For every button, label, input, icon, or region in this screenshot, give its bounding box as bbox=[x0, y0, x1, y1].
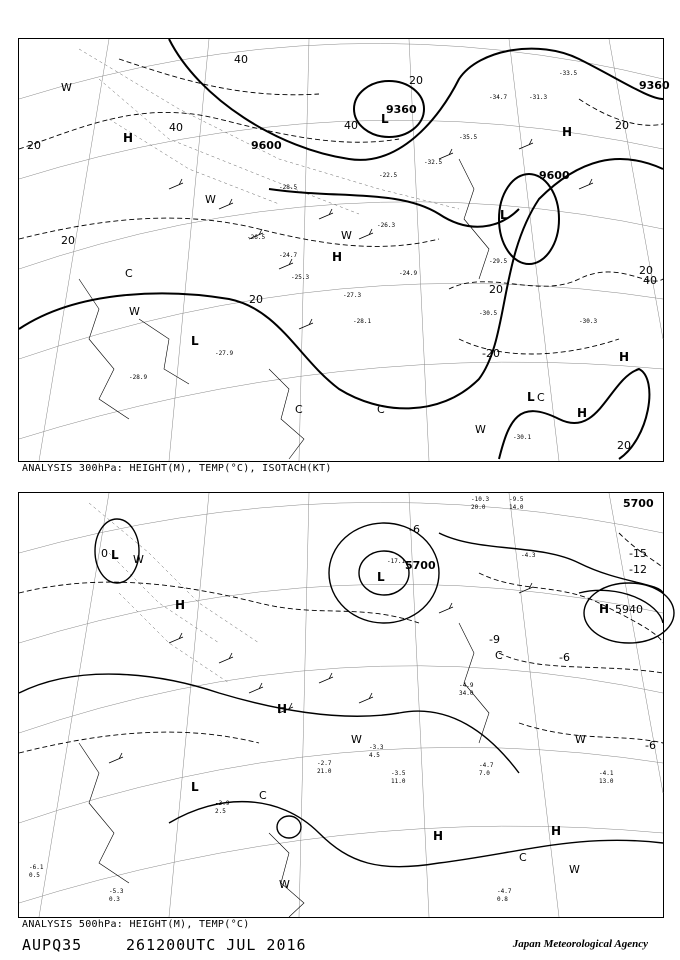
station-value: -9.5 bbox=[509, 496, 524, 503]
isotach-label: 20 bbox=[27, 139, 41, 152]
station-value: -3.5 bbox=[391, 770, 406, 777]
isotachs-300 bbox=[19, 59, 663, 354]
isotach-label: 40 bbox=[643, 274, 657, 287]
station-value: -31.3 bbox=[529, 94, 548, 101]
station-value: -2.7 bbox=[317, 760, 332, 767]
warm-mark: W bbox=[279, 878, 290, 891]
isotherm-label: 0 bbox=[101, 547, 108, 560]
station-value: -33.5 bbox=[559, 70, 578, 77]
isotherm-label: -6 bbox=[409, 523, 420, 536]
cold-mark: C bbox=[537, 391, 545, 404]
station-value: -24.9 bbox=[399, 270, 418, 277]
height-label: 5700 bbox=[405, 559, 436, 572]
chart-500hpa bbox=[18, 492, 664, 918]
chart-id: AUPQ35 bbox=[22, 936, 83, 954]
station-value: -26.5 bbox=[247, 234, 266, 241]
height-label: 9600 bbox=[251, 139, 282, 152]
station-value: -3.3 bbox=[369, 744, 384, 751]
station-value: -29.5 bbox=[489, 258, 508, 265]
station-value: 21.0 bbox=[317, 768, 332, 775]
low-marker: L bbox=[111, 548, 119, 562]
map-500hpa bbox=[19, 493, 663, 917]
warm-mark: W bbox=[341, 229, 352, 242]
caption-500hpa: ANALYSIS 500hPa: HEIGHT(M), TEMP(°C) bbox=[22, 919, 250, 930]
station-value: 13.0 bbox=[599, 778, 614, 785]
station-value: -30.1 bbox=[513, 434, 532, 441]
isotach-label: 20 bbox=[639, 264, 653, 277]
station-value: 11.0 bbox=[391, 778, 406, 785]
height-label: 9600 bbox=[539, 169, 570, 182]
station-value: -10.3 bbox=[471, 496, 490, 503]
station-value: -30.3 bbox=[579, 318, 598, 325]
isotach-label: 20 bbox=[249, 293, 263, 306]
station-value: -4.7 bbox=[479, 762, 494, 769]
station-value: -30.5 bbox=[479, 310, 498, 317]
warm-mark: W bbox=[129, 305, 140, 318]
station-value: 7.0 bbox=[479, 770, 490, 777]
map-300hpa bbox=[19, 39, 670, 461]
station-value: -28.5 bbox=[279, 184, 298, 191]
high-marker: H bbox=[175, 598, 186, 612]
station-value: -6.1 bbox=[29, 864, 44, 871]
isotach-label: 40 bbox=[344, 119, 358, 132]
cold-mark: C bbox=[495, 649, 503, 662]
station-value: 0.5 bbox=[29, 872, 40, 879]
station-value: -22.5 bbox=[379, 172, 398, 179]
station-value: -27.3 bbox=[343, 292, 362, 299]
station-value: 0.3 bbox=[109, 896, 120, 903]
cold-mark: C bbox=[377, 403, 385, 416]
warm-mark: W bbox=[351, 733, 362, 746]
high-marker: H bbox=[277, 702, 288, 716]
agency-name: Japan Meteorological Agency bbox=[512, 938, 648, 950]
high-marker: H bbox=[599, 602, 610, 616]
warm-mark: W bbox=[133, 553, 144, 566]
station-value: -27.9 bbox=[215, 350, 234, 357]
cold-mark: C bbox=[259, 789, 267, 802]
station-value: -28.1 bbox=[353, 318, 372, 325]
chart-300hpa bbox=[18, 38, 670, 462]
cold-mark: C bbox=[295, 403, 303, 416]
high-marker: H bbox=[332, 250, 343, 264]
coastlines-500 bbox=[79, 623, 489, 917]
isotherm-label: -6 bbox=[645, 739, 656, 752]
high-marker: H bbox=[619, 350, 630, 364]
dense-data-hatch-500 bbox=[89, 503, 259, 683]
height-contours-300 bbox=[19, 39, 663, 459]
warm-mark: W bbox=[475, 423, 486, 436]
station-value: 14.0 bbox=[509, 504, 524, 511]
height-label: 9360 bbox=[639, 79, 670, 92]
low-marker: L bbox=[381, 112, 389, 126]
warm-mark: W bbox=[569, 863, 580, 876]
isotach-label: 20 bbox=[615, 119, 629, 132]
isotach-label: 20 bbox=[409, 74, 423, 87]
station-value: 4.5 bbox=[369, 752, 380, 759]
station-value: -17.1 bbox=[387, 558, 406, 565]
high-marker: H bbox=[433, 829, 444, 843]
station-value: 20.0 bbox=[471, 504, 486, 511]
station-value: 34.0 bbox=[459, 690, 474, 697]
isotherm-label: -15 bbox=[629, 547, 647, 560]
high-marker: H bbox=[562, 125, 573, 139]
cold-mark: C bbox=[125, 267, 133, 280]
isotherm-label: -6 bbox=[559, 651, 570, 664]
high-marker: H bbox=[577, 406, 588, 420]
height-label: 5940 bbox=[615, 603, 643, 616]
low-marker: L bbox=[527, 390, 535, 404]
isotach-label: 20 bbox=[489, 283, 503, 296]
station-value: -24.7 bbox=[279, 252, 298, 259]
station-value: -4.7 bbox=[497, 888, 512, 895]
warm-mark: W bbox=[205, 193, 216, 206]
station-value: -4.9 bbox=[459, 682, 474, 689]
isotherm-label: -9 bbox=[489, 633, 500, 646]
low-marker: L bbox=[191, 334, 199, 348]
isotach-label: 20 bbox=[617, 439, 631, 452]
station-value: -32.5 bbox=[424, 159, 443, 166]
station-value: -4.3 bbox=[521, 552, 536, 559]
station-value: 0.8 bbox=[497, 896, 508, 903]
warm-mark: W bbox=[61, 81, 72, 94]
station-value: -34.7 bbox=[489, 94, 508, 101]
low-marker: L bbox=[191, 780, 199, 794]
low-marker: L bbox=[377, 570, 385, 584]
cold-mark: C bbox=[519, 851, 527, 864]
height-label: 5700 bbox=[623, 497, 654, 510]
station-value: 2.5 bbox=[215, 808, 226, 815]
station-values-300 bbox=[129, 70, 597, 441]
isotach-label: -20 bbox=[482, 347, 500, 360]
station-value: -5.3 bbox=[109, 888, 124, 895]
isotach-label: 40 bbox=[169, 121, 183, 134]
isotherm-label: -12 bbox=[629, 563, 647, 576]
wind-barbs-500 bbox=[109, 583, 533, 763]
isotach-label: 40 bbox=[234, 53, 248, 66]
station-value: -25.3 bbox=[291, 274, 310, 281]
station-value: -35.5 bbox=[459, 134, 478, 141]
station-value: -3.9 bbox=[215, 800, 230, 807]
coastlines-300 bbox=[79, 159, 489, 459]
isotherms-500 bbox=[19, 533, 663, 753]
high-marker: H bbox=[551, 824, 562, 838]
height-contours-500 bbox=[19, 519, 674, 867]
caption-300hpa: ANALYSIS 300hPa: HEIGHT(M), TEMP(°C), ISOTACH(KT) bbox=[22, 463, 332, 474]
valid-time: 261200UTC JUL 2016 bbox=[126, 936, 307, 954]
low-marker: L bbox=[500, 208, 508, 222]
isotach-label: 20 bbox=[61, 234, 75, 247]
warm-mark: W bbox=[575, 733, 586, 746]
station-value: -26.3 bbox=[377, 222, 396, 229]
height-label: 9360 bbox=[386, 103, 417, 116]
high-marker: H bbox=[123, 131, 134, 145]
station-value: -4.1 bbox=[599, 770, 614, 777]
station-value: -28.9 bbox=[129, 374, 148, 381]
